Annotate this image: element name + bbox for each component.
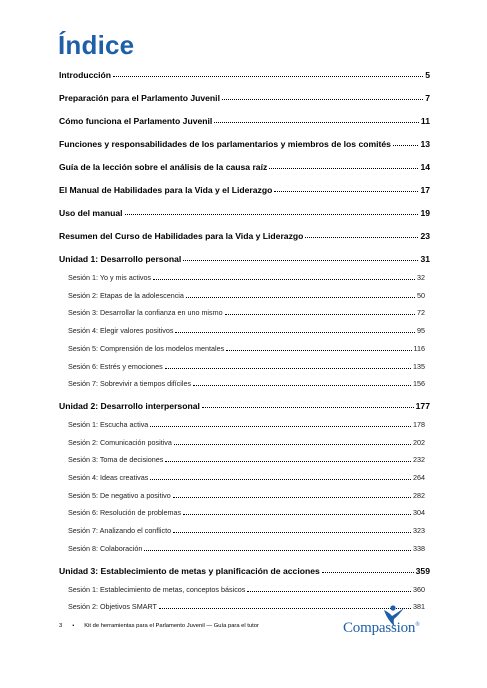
toc-session-entry[interactable] — [59, 326, 425, 335]
toc-entry[interactable] — [59, 70, 430, 80]
toc-entry-label: Sesión 6: Estrés y emociones — [68, 361, 163, 371]
page-title: Índice — [58, 30, 135, 60]
toc-entry-page: 202 — [413, 437, 425, 447]
toc-entry-label: Introducción — [59, 70, 112, 80]
toc-entry-label: Sesión 4: Elegir valores positivos — [68, 326, 174, 336]
dot-leader — [305, 236, 418, 238]
toc-entry[interactable] — [59, 185, 430, 195]
dot-leader — [222, 98, 423, 100]
toc-entry-label: Resumen del Curso de Habilidades para la Vida y Liderazgo — [59, 231, 304, 241]
toc-session-entry[interactable] — [59, 308, 425, 317]
toc-entry-page: 14 — [420, 162, 430, 172]
page-footer — [59, 623, 259, 629]
toc-entry-page: 381 — [413, 602, 425, 612]
toc-entry-label: Preparación para el Parlamento Juvenil — [59, 93, 220, 103]
toc-session-entry[interactable] — [59, 344, 425, 353]
toc-entry-page: 19 — [420, 208, 430, 218]
toc-entry-page: 304 — [413, 508, 425, 518]
dot-leader — [393, 144, 419, 146]
toc-entry-page: 72 — [417, 308, 425, 318]
toc-entry[interactable] — [59, 116, 430, 126]
toc-entry-page: 95 — [417, 326, 425, 336]
footer-text: Kit de herramientas para el Parlamento Juvenil — Guía para el tutor — [84, 623, 259, 629]
dot-leader — [153, 278, 415, 280]
toc-entry-page: 323 — [413, 526, 425, 536]
dot-leader — [269, 167, 418, 169]
toc-entry-page: 32 — [417, 273, 425, 282]
toc-session-entry[interactable] — [59, 273, 425, 282]
compassion-logo-text: Compassion® — [343, 620, 420, 636]
footer-separator: • — [72, 623, 75, 629]
toc-session-entry[interactable] — [59, 508, 425, 517]
dot-leader — [226, 349, 411, 351]
dot-leader — [113, 75, 423, 77]
toc-entry-page: 178 — [413, 419, 425, 429]
toc-entry[interactable] — [59, 254, 430, 264]
dot-leader — [150, 478, 411, 480]
toc-session-entry[interactable] — [59, 455, 425, 464]
dot-leader — [165, 460, 411, 462]
toc-entry-label: Sesión 2: Etapas de la adolescencia — [68, 290, 184, 300]
toc-entry-page: 13 — [420, 139, 430, 149]
toc-entry-label: Sesión 7: Analizando el conflicto — [68, 526, 172, 536]
dot-leader — [322, 571, 414, 573]
toc-session-entry[interactable] — [59, 438, 425, 447]
toc-entry-page: 338 — [413, 543, 425, 553]
dot-leader — [202, 406, 414, 408]
toc-entry[interactable] — [59, 231, 430, 241]
toc-session-entry[interactable] — [59, 544, 425, 553]
toc-entry-label: Sesión 3: Desarrollar la confianza en uno mismo — [68, 308, 223, 318]
toc-entry-page: 359 — [415, 565, 430, 576]
dot-leader — [144, 549, 411, 551]
toc-entry-label: El Manual de Habilidades para la Vida y el Liderazgo — [59, 185, 273, 195]
dot-leader — [150, 425, 411, 427]
toc-entry-page: 5 — [425, 70, 430, 80]
toc-entry-page: 264 — [413, 473, 425, 482]
dot-leader — [214, 121, 419, 123]
toc-session-entry[interactable] — [59, 362, 425, 371]
toc-entry-page: 7 — [425, 93, 430, 103]
toc-session-entry[interactable] — [59, 491, 425, 500]
dot-leader — [183, 259, 418, 261]
toc-entry-page: 232 — [413, 455, 425, 465]
toc-entry[interactable] — [59, 139, 430, 149]
toc-entry[interactable] — [59, 401, 430, 411]
toc-entry-label: Sesión 1: Establecimiento de metas, conceptos básicos — [68, 584, 246, 594]
toc-entry-page: 50 — [417, 290, 425, 300]
dot-leader — [247, 590, 411, 592]
toc-session-entry[interactable] — [59, 420, 425, 429]
dot-leader — [274, 190, 418, 192]
toc-entry-label: Cómo funciona el Parlamento Juvenil — [59, 116, 213, 126]
toc-entry-page: 17 — [420, 185, 430, 195]
toc-entry-label: Sesión 7: Sobrevivir a tiempos difíciles — [68, 379, 192, 389]
toc-entry-label: Sesión 2: Objetivos SMART — [68, 602, 157, 612]
toc-entry[interactable] — [59, 93, 430, 103]
toc-entry-label: Sesión 1: Yo y mis activos — [68, 273, 152, 282]
toc-entry-label: Sesión 8: Colaboración — [68, 543, 143, 553]
toc-entry-label: Uso del manual — [59, 208, 123, 218]
toc-session-entry[interactable] — [59, 585, 425, 594]
toc-entry-label: Sesión 4: Ideas creativas — [68, 473, 149, 482]
toc-entry-label: Funciones y responsabilidades de los parlamentarios y miembros de los comités — [59, 139, 391, 149]
dot-leader — [225, 313, 415, 315]
dot-leader — [186, 296, 415, 298]
toc-entry[interactable] — [59, 566, 430, 576]
toc-entry-label: Sesión 5: Comprensión de los modelos mentales — [68, 343, 225, 353]
dot-leader — [193, 384, 411, 386]
toc-entry-page: 135 — [413, 361, 425, 371]
toc-entry-label: Sesión 2: Comunicación positiva — [68, 437, 172, 447]
dot-leader — [125, 213, 419, 215]
toc-entry-label: Sesión 6: Resolución de problemas — [68, 508, 182, 518]
toc-entry-label: Sesión 3: Toma de decisiones — [68, 455, 164, 465]
toc-entry-label: Guía de la lección sobre el análisis de la causa raíz — [59, 162, 268, 172]
toc-entry-label: Unidad 3: Establecimiento de metas y planificación de acciones — [59, 565, 320, 576]
toc-entry-page: 11 — [420, 116, 430, 126]
toc-entry-page: 360 — [413, 584, 425, 594]
toc-entry-page: 116 — [413, 343, 425, 353]
toc-entry-page: 177 — [415, 400, 430, 411]
toc-entry[interactable] — [59, 208, 430, 218]
toc-entry-page: 282 — [413, 490, 425, 500]
toc-session-entry[interactable] — [59, 526, 425, 535]
toc-entry-label: Unidad 2: Desarrollo interpersonal — [59, 400, 200, 411]
dot-leader — [173, 496, 411, 498]
footer-page-number: 3 — [59, 623, 63, 629]
toc-entry-label: Sesión 1: Escucha activa — [68, 419, 149, 429]
toc-session-entry[interactable] — [59, 291, 425, 300]
dot-leader — [165, 367, 411, 369]
dot-leader — [183, 513, 411, 515]
toc-entry-label: Unidad 1: Desarrollo personal — [59, 254, 182, 264]
dot-leader — [173, 531, 411, 533]
toc-entry[interactable] — [59, 162, 430, 172]
toc-entry-page: 156 — [413, 379, 425, 389]
toc-entry-page: 23 — [420, 231, 430, 241]
toc-session-entry[interactable] — [59, 473, 425, 482]
dot-leader — [174, 443, 411, 445]
toc-entry-page: 31 — [420, 254, 430, 264]
toc-session-entry[interactable] — [59, 379, 425, 388]
dot-leader — [175, 331, 415, 333]
toc-entry-label: Sesión 5: De negativo a positivo — [68, 490, 171, 500]
